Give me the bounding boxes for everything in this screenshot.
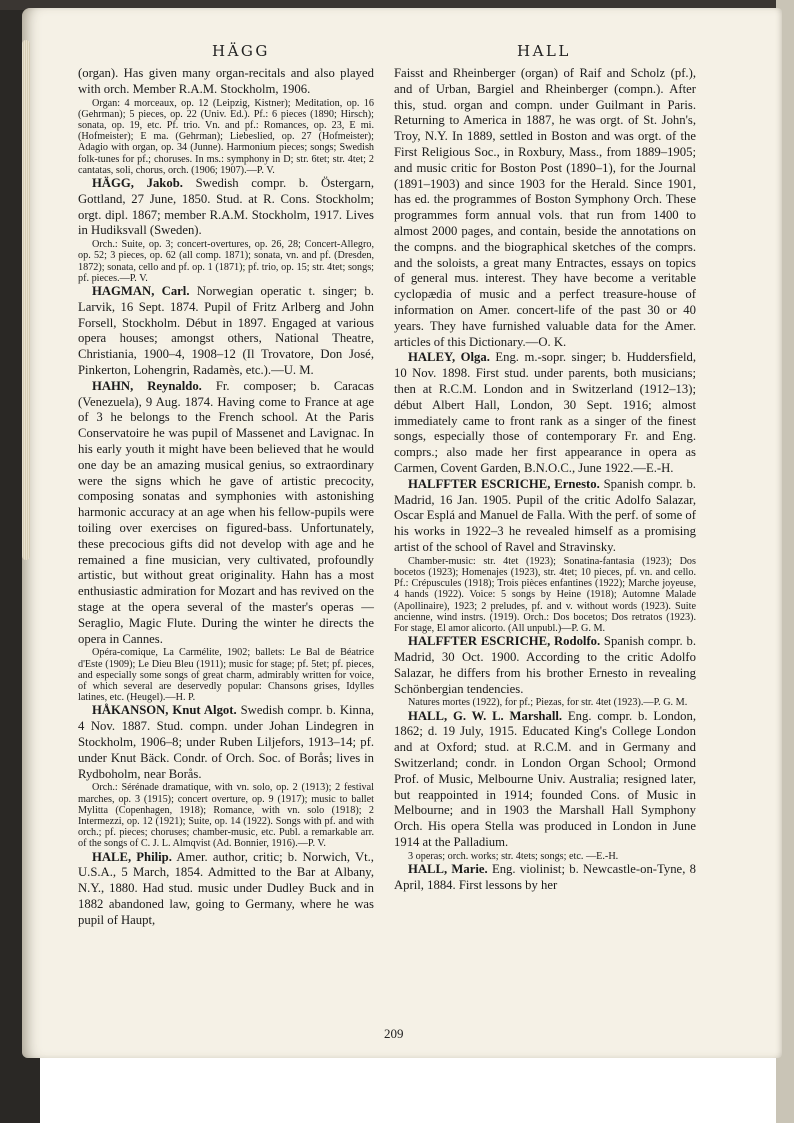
- entry-headword: HALEY, Olga.: [408, 350, 490, 365]
- entry-body: Faisst and Rheinberger (organ) of Raif and Scholz (pf.), and of Urban, Bargiel and Rheinberger (compn.). After this, stud. organ and compn. under Guilmant in Paris. Returning to America in 1887, he was orgt. of St. John's, Troy, N.Y. In 1889, settled in Boston and was orgt. of the First Religious Soc., in Roxbury, Mass., from 1889–1905; and music critic for Boston Post (1890–1), for the Journal (1891–1903) and since 1903 for the Herald. Since 1901, has ed. the programmes of Boston Symphony Orch. These programmes form annual vols. that run from 1400 to almost 2000 pages, and contain, beside the annotations on the compns. and the biographical sketches of the comprs. and the soloists, a great many Entractes, essays on topics of general mus. interest. They have become a veritable cyclopædia of music and a perfect treasure-house of information on Amer. concert-life of the past 30 or 40 years. They have furnished valuable data for the Amer. articles of this Dictionary.—O. K.: [394, 66, 696, 349]
- entry-headword: HALFFTER ESCRICHE, Ernesto.: [408, 476, 600, 491]
- works-list: Natures mortes (1922), for pf.; Piezas, for str. 4tet (1923).—P. G. M.: [408, 697, 688, 709]
- entry-body: (organ). Has given many organ-recitals and also played with orch. Member R.A.M. Stockholm, 1906.: [78, 66, 374, 96]
- entry-headword: HAGMAN, Carl.: [92, 284, 190, 299]
- entry-text: [78, 284, 374, 379]
- right-column: [394, 66, 696, 893]
- entry-headword: HÅKANSON, Knut Algot.: [92, 703, 237, 718]
- entry-body: Swedish compr. b. Östergarn, Gottland, 27 June, 1850. Stud. at R. Cons. Stockholm; orgt. dipl. 1867; member R.A.M. Stockholm, 1917. Lives in Hudiksvall (Sweden).: [78, 176, 374, 238]
- entry-body: Eng. m.-sopr. singer; b. Huddersfield, 10 Nov. 1898. First stud. under parents, both musicians; then at R.C.M. London and in Switzerland (1912–13); début Albert Hall, London, 30 Sept. 1916; almost immediately came to front rank as a singer of the finest songs, especially those of contemporary Fr. and Eng. comprs.; also made her first appearance in opera as Carmen, Covent Garden, B.N.O.C., June 1922.—E.-H.: [394, 350, 696, 475]
- entry-text: [394, 350, 696, 476]
- entry-headword: HALE, Philip.: [92, 849, 172, 864]
- entry-headword: HALL, Marie.: [408, 861, 488, 876]
- entry-headword: HÄGG, Jakob.: [92, 176, 183, 191]
- entry-body: Eng. compr. b. London, 1862; d. 19 July, 1915. Educated King's College London and at Oxford; stud. at R.C.M. and in Germany and Switzerland; condr. in London Organ School; Ormond Prof. of Music, Melbourne Univ. Australia; resigned later, but reappointed in 1914; founded Cons. of Music in Melbourne; and in 1903 the Marshall Hall Symphony Orch. His opera Stella was produced in London in June 1914 at the Palladium.: [394, 708, 696, 849]
- works-list: Orch.: Sérénade dramatique, with vn. solo, op. 2 (1913); 2 festival marches, op. 3 (1915); concert overture, op. 9 (1917); music to ballet Mylitta (Copenhagen, 1918); Romance, with vn. solo (1918); 2 Intermezzi, op. 12 (1921); Suite, op. 14 (1922). Songs with pf. and with orch.; pf. pieces; choruses; chamber-music, etc. Publ. a remarkable arr. of the songs of C. J. L. Almqvist (Ad. Bonnier, 1916).—P. V.: [78, 782, 374, 850]
- entry-body: Amer. author, critic; b. Norwich, Vt., U.S.A., 5 March, 1854. Admitted to the Bar at Albany, N.Y., 1880. Had stud. music under Dudley Buck and in 1882 abandoned law, going to Germany, where he was pupil of Haupt,: [78, 849, 374, 927]
- works-list: Opéra-comique, La Carmélite, 1902; ballets: Le Bal de Béatrice d'Este (1909); Le Dieu Bleu (1911); music for stage; pf. 5tet; pf. pieces, and especially some songs of great charm, admirably written for voice, of which several are deservedly popular: Chansons grises, Idylles latines, etc. (Heugel).—H. P.: [78, 647, 374, 704]
- entry-body: Eng. violinist; b. Newcastle-on-Tyne, 8 April, 1884. First lessons by her: [394, 861, 696, 892]
- entry-text: [78, 176, 374, 239]
- entry-body: Swedish compr. b. Kinna, 4 Nov. 1887. Stud. compn. under Johan Lindegren in Stockholm, 1906–8; under Ruben Liljefors, 1913–14; pf. under Knut Bäck. Condr. of Orch. Soc. of Borås; lives in Rydboholm, near Borås.: [78, 703, 375, 781]
- page-edges: [22, 40, 30, 560]
- entry-headword: HALL, G. W. L. Marshall.: [408, 708, 563, 723]
- works-list: Organ: 4 morceaux, op. 12 (Leipzig, Kistner); Meditation, op. 16 (Gehrman); 5 pieces, op. 22 (Univ. Ed.). Pf.: 6 pieces (1890; Hirsch); sonata, op. 19, etc. Pf. trio. Vn. and pf.: Romances, op. 23, E mi. (Hofmeister); E ma. (Gehrman); Liebeslied, op. 27 (Hofmeister); Adagio with organ, op. 34 (Junne). Harmonium pieces; songs; Swedish folk-tunes for pf.; choruses. In ms.: symphony in D; str. 6tet; str. 4tet; 2 cantatas, soli, chorus, orch. (1906; 1907).—P. V.: [78, 97, 374, 176]
- running-head-left: HÄGG: [212, 42, 270, 60]
- entry-text: [394, 634, 696, 697]
- entry-text: [78, 379, 374, 648]
- works-list: Orch.: Suite, op. 3; concert-overtures, op. 26, 28; Concert-Allegro, op. 52; 3 pieces, op. 62 (all comp. 1871); sonata, vn. and pf. (Dresden, 1872); sonata, cello and pf. op. 1 (1871); pf. trio, op. 15; str. 4tet; songs; pf. pieces.—P. V.: [78, 239, 374, 284]
- entry-body: Spanish compr. b. Madrid, 30 Oct. 1900. According to the critic Adolfo Salazar, he differs from his brother Ernesto in revealing Schönbergian tendencies.: [394, 634, 696, 696]
- entry-headword: HAHN, Reynaldo.: [92, 378, 202, 393]
- entry-body: Norwegian operatic t. singer; b. Larvik, 16 Sept. 1874. Pupil of Fritz Arlberg and John Forsell, Stockholm. Début in 1897. Engaged at various opera houses; amongst others, National Theatre, Christiania, 1900–4, 1908–12 (Il Trovatore, Don José, Pinkerton, Lohengrin, Radamès, etc.).—U. M.: [78, 284, 374, 377]
- entry-body: Fr. composer; b. Caracas (Venezuela), 9 Aug. 1874. Having come to France at age of 3 he belongs to the French school. At the Paris Conservatoire he was pupil of Massenet and Lavignac. In his early youth it might have been believed that he would one day be an amazing musical genius, so extraordinary were the signs which he gave of artistic precocity, composing sonatas and symphonies with astonishing harmonic accuracy at an age when his fellow-pupils were toiling over exercises on figured-bass. Unfortunately, these precocious gifts did not develop with age and he remained a fine musician, very cultivated, profoundly artistic, but without great originality. Hahn has a most enthusiastic admiration for Mozart and has revived on the stage at the opera several of the master's operas —Seraglio, Magic Flute. During the winter he directs the opera in Cannes.: [78, 378, 374, 646]
- entry-text: [394, 862, 696, 894]
- entry-text: [78, 703, 374, 782]
- works-list: Chamber-music: str. 4tet (1923); Sonatina-fantasia (1923); Dos bocetos (1923); Homenajes (1923), str. 4tet; 10 pieces, pf. vn. and cello. Pf.: Crépuscules (1918); Trois pièces enfantines (1922); Marche joyeuse, 4 hands (1922). Voice: 5 songs by Heine (1918); Automne Malade (Apollinaire), 1923; 2 preludes, pf. and v. without words (1923). Suite ancienne, wind instrs. (1919). Orch.: Dos bocetos; Dos retratos (1923). For stage, El amor alicorto. (All unpubl.)—P. G. M.: [394, 555, 696, 634]
- works-list: 3 operas; orch. works; str. 4tets; songs; etc. —E.-H.: [408, 850, 619, 862]
- entry-text: [394, 709, 696, 851]
- entry-headword: HALFFTER ESCRICHE, Rodolfo.: [408, 634, 601, 649]
- running-head-right: HALL: [517, 42, 571, 60]
- entry-body: Spanish compr. b. Madrid, 16 Jan. 1905. Pupil of the critic Adolfo Salazar, Oscar Esplá and Manuel de Falla. With the perf. of some of his works in 1922–3 he revealed himself as a promising artist of the school of Ravel and Stravinsky.: [394, 476, 696, 554]
- left-column: [78, 66, 374, 929]
- entry-text: [394, 66, 696, 350]
- entry-text: [78, 850, 374, 929]
- page-number: 209: [384, 1026, 404, 1041]
- entry-text: [78, 66, 374, 98]
- entry-text: [394, 477, 696, 556]
